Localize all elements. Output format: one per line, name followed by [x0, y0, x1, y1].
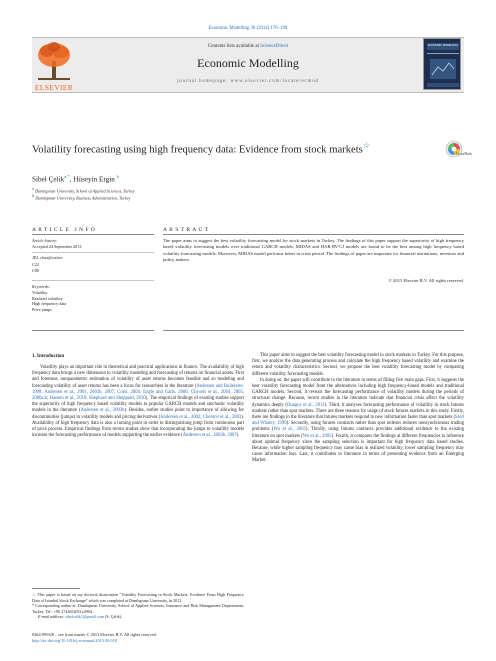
publisher-name: ELSEVIER	[34, 83, 74, 92]
keyword: Volatility	[32, 290, 48, 295]
paragraph-text: ). The empirical findings of existing studies support the superiority of high frequency based volatility models to popular GARCH models and stochastic volatility models in the literature (	[32, 396, 244, 414]
author-separator: ,	[69, 175, 74, 184]
journal-cover-thumbnail	[423, 38, 461, 90]
affiliation-text: Dumlupınar University, School of Applied Sciences, Turkey	[35, 188, 135, 194]
keyword: Realized volatility	[32, 295, 63, 301]
author-list	[32, 174, 119, 183]
jel-heading: JEL classification:	[32, 255, 64, 260]
paragraph-text: ). Thirdly, using futures contracts provides additional evidence to the existing literature on spot markets (	[252, 427, 464, 439]
abstract-label: ABSTRACT	[163, 227, 211, 233]
footnote	[32, 592, 244, 603]
citation-link[interactable]: Stoll and Whaley, 1990	[252, 415, 464, 427]
body-paragraph: This paper aims to suggest the best volatility forecasting model in stock markets in Turkey. For this purpose, first, we analyze the data generating process and calculate the high frequency based volatility and examine the return and volatility characteristics. Second, we propose the best volatility forecasting model by comparing different volatility forecasting models.	[252, 353, 464, 377]
author-name: Hüseyin Ergin	[73, 175, 115, 184]
citation-link[interactable]: Andersen et al., 2003b, 2007	[182, 433, 237, 439]
crossmark-label[interactable]: CrossMark	[456, 152, 472, 156]
article-history-value: Accepted 24 September 2013	[32, 244, 82, 249]
divider	[163, 330, 464, 331]
journal-homepage-link[interactable]: journal homepage: www.elsevier.com/locate/ecmod	[177, 79, 319, 84]
paragraph-text: ). Availability of high frequency data is also a turning point in order to distinguishing jump from continuous part of price process. Empirical findings from recent studies show that incorporating the jumps to volatility models increase the forecasting performance of models supporting the earlier evidence (	[32, 414, 244, 439]
article-title-text: Volatility forecasting using high frequency data: Evidence from stock markets	[32, 144, 363, 156]
citation-link[interactable]: Wu et al., 2005	[273, 427, 306, 433]
contents-prefix: Contents lists available at	[207, 44, 261, 49]
keyword: Price jumps	[32, 306, 52, 312]
email-label: E-mail address:	[38, 614, 66, 620]
jel-code: C22	[32, 262, 39, 267]
footnote-text: This paper is based on my doctoral dissertation "Volatility Forecasting in Stock Markets: Evidence From High Frequency Data of Istanbul Stock Exchange" which was completed at Dumlupınar University, in 2012.	[32, 592, 245, 603]
divider	[32, 252, 154, 253]
issn-line: 0264-9993/$ – see front matter © 2013 Elsevier B.V. All rights reserved.	[32, 632, 157, 637]
citation-link[interactable]: Andersen et al., 2003b	[80, 408, 125, 414]
paragraph-text: ). Third, it analyses forecasting performance of volatility in stock futures markets rather than spot markets. There are three reasons for usage of stock futures markets in this study. Firstly, there are findings in the literature that futures markets respond to new information faster than spot markets (	[252, 402, 464, 421]
affiliation-text: Dumlupınar University, Business Administration, Turkey	[35, 195, 131, 201]
citation-link[interactable]: Andersen et al., 2002; Chernov et al., 2003	[160, 414, 242, 420]
footnote-mark: *	[32, 603, 35, 609]
paragraph-text: ).	[236, 433, 240, 439]
footnote-text: Corresponding author at: Dumlupınar University, School of Applied Sciences, Insurance and Risk Management Departement, Turkey. Tel.: +90 2742652031x4904.	[32, 603, 244, 614]
keyword: High frequency data	[32, 301, 67, 307]
email-link[interactable]: sibelcelik1@gmail.com	[65, 614, 105, 620]
abstract-copyright: © 2013 Elsevier B.V. All rights reserved.	[388, 278, 464, 283]
abstract-text: The paper aims to suggest the best volatility forecasting model for stock markets in Turkey. The findings of this paper support the superiority of high frequency based volatility forecasting models over traditional GARCH models. MIDAS and HAR-RV-CJ models are found to be the best among high frequency based volatility forecasting models. Moreover, MIDAS model performs better in crisis period. The findings of paper are important for financial institutions, investors and policy makers.	[163, 238, 464, 263]
body-column-right	[252, 353, 464, 465]
divider	[163, 234, 464, 235]
body-column-left	[32, 365, 244, 439]
article-history-heading: Article history:	[32, 238, 58, 243]
paragraph-text: ). Secondly, using futures contracts rather than spot indexes reduces nonsynchronous trading problems (	[252, 421, 464, 433]
article-info-label: ARTICLE INFO	[32, 227, 98, 233]
body-paragraph	[32, 365, 244, 439]
citation-link[interactable]: Andersen and Bollerslev, 1998; Andersen et al., 2001, 2003b, 2007; Corsi, 2004; Engle and Gallo, 2006; Ghysels et al., 2004, 2005, 2006a,b; Hansen et al., 2010; Shephard and Sheppard, 2010	[32, 383, 244, 402]
sciencedirect-link[interactable]: ScienceDirect	[260, 44, 289, 49]
footnote-divider	[32, 588, 80, 589]
title-footnote-mark[interactable]: ☆	[362, 141, 370, 150]
footnote-email	[32, 614, 244, 620]
cover-title: ECONOMIC MODELLING	[427, 44, 459, 47]
elsevier-tree-logo	[34, 39, 74, 83]
crossmark-icon[interactable]	[443, 140, 465, 162]
author-affiliation-mark[interactable]: b	[116, 174, 119, 179]
article-title	[32, 139, 392, 157]
section-heading: 1. Introduction	[32, 354, 65, 359]
paragraph-text: ). Besides, earlier studies point to importance of allowing for discontinuities (jumps) in volatility models and pricing derivatives (	[32, 408, 244, 420]
keywords-list	[32, 290, 66, 312]
divider	[32, 280, 154, 281]
footnote	[32, 603, 244, 614]
divider	[32, 330, 154, 331]
citation-link[interactable]: Wu et al., 2005	[302, 433, 332, 439]
affiliation-b	[32, 193, 130, 201]
contents-availability-line	[120, 44, 376, 49]
affiliation-mark: a	[32, 186, 35, 191]
footnote-mark: ☆	[32, 592, 37, 597]
journal-citation[interactable]: Economic Modelling 36 (2014) 176–190	[208, 26, 288, 31]
paragraph-text: ). Fourth, it compares the findings at different frequencies to inference about optimal frequency since the sampling selection is important for high frequency data based studies. Because, while higher sampling frequency may cause bias in realized volatility, lower sampling frequency may cause information loss. Last, it contributes to literature in terms of presenting evidence from an Emerging Market.	[252, 433, 464, 464]
jel-code: C00	[32, 268, 39, 273]
email-suffix: (S. Çelik).	[104, 614, 123, 620]
footnotes	[32, 592, 244, 620]
body-paragraph	[252, 378, 464, 465]
divider	[32, 234, 154, 235]
doi-link[interactable]: http://dx.doi.org/10.1016/j.econmod.2013.09.018	[32, 638, 117, 643]
paragraph-text: Volatility plays an important role in theoretical and practical applications in finance. The availability of high frequency data brings a new dimension to volatility modeling and forecasting of returns on financial assets. First and foremost, nonparametric estimation of volatility of asset returns becomes feasible and so modeling and forecasting volatility of asset returns has been a focus for researchers in the literature (	[32, 365, 244, 389]
author-affiliation-mark[interactable]: a,*	[64, 174, 70, 179]
paragraph-text: In doing so, the paper will contribute to the literature in terms of filling five main gaps. First, it suggests the best volatility forecasting model from the alternatives including high frequency-based models and traditional GARCH models. Second, it reveals the forecasting performance of volatility models during the periods of structural change. Because, recent studies in the literature indicate that financial crisis affect the volatility dynamics deeply (	[252, 377, 464, 408]
keywords-heading: Keywords:	[32, 284, 50, 289]
citation-link[interactable]: Dungey et al., 2011	[286, 402, 325, 408]
journal-title: Economic Modelling	[197, 56, 299, 70]
affiliation-mark: b	[32, 193, 35, 198]
author-name: Sibel Çelik	[32, 175, 65, 184]
